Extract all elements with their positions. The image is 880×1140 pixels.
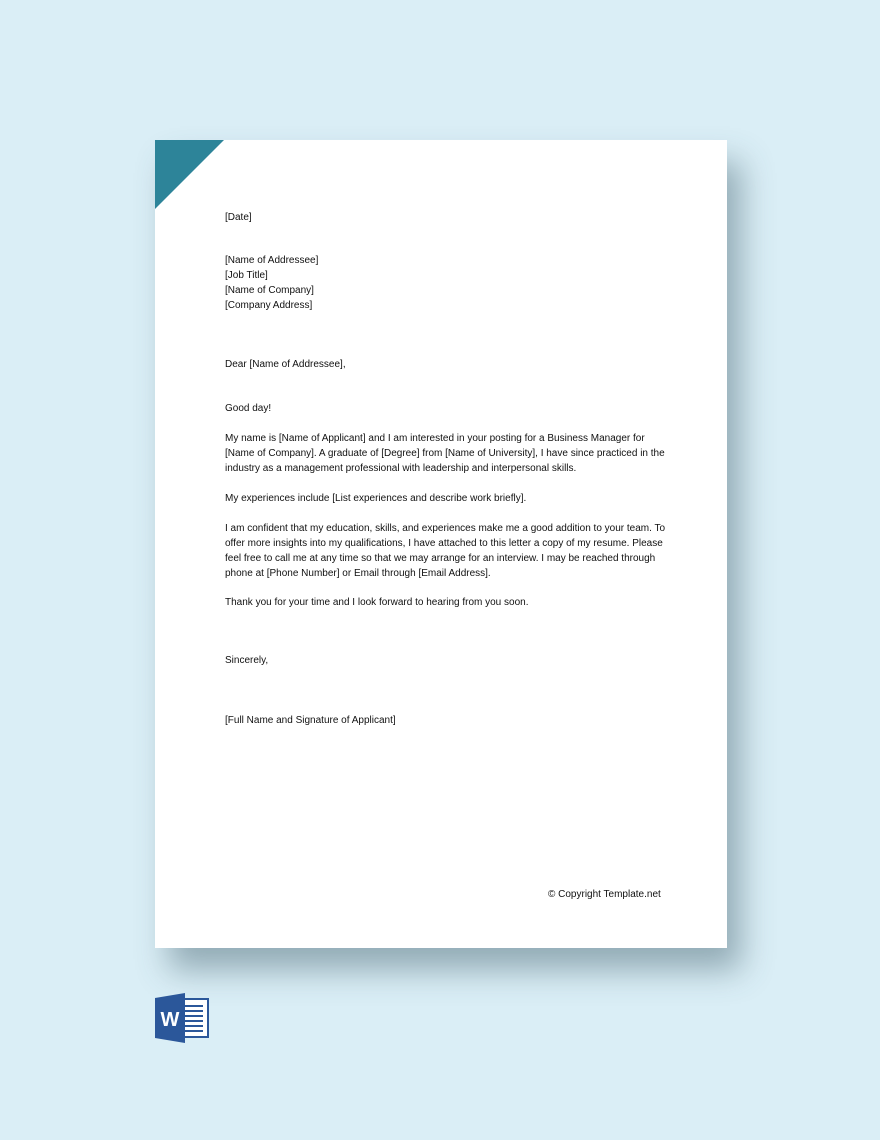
paragraph-3 [225,521,665,581]
greeting: Good day! [225,403,272,414]
word-letter: W [160,1009,180,1031]
text-line: phone at [Phone Number] or Email through [Email Address]. [225,568,491,579]
text-line: feel free to call me at any time so that we may arrange for an interview. I may be reached through [225,553,656,564]
text-line: My name is [Name of Applicant] and I am interested in your posting for a Business Manager for [225,433,645,444]
paragraph-1 [225,431,665,476]
copyright: © Copyright Template.net [548,889,661,900]
text-line: industry as a management professional with leadership and interpersonal skills. [225,463,577,474]
text-line: Thank you for your time and I look forward to hearing from you soon. [225,597,529,608]
paragraph-2 [225,491,526,506]
text-line: I am confident that my education, skills, and experiences make me a good addition to your team. To [225,523,666,534]
signature: [Full Name and Signature of Applicant] [225,715,396,726]
microsoft-word-icon [155,993,209,1043]
closing: Sincerely, [225,655,269,666]
addressee-block [225,253,318,313]
text-line: [Name of Company]. A graduate of [Degree] from [Name of University], I have since practiced in the [225,448,665,459]
addressee-line: [Job Title] [225,270,268,281]
addressee-line: [Name of Addressee] [225,255,319,266]
addressee-line: [Company Address] [225,300,313,311]
paragraph-4 [225,595,529,610]
text-line: My experiences include [List experiences and describe work briefly]. [225,493,527,504]
document-page [155,140,727,948]
salutation: Dear [Name of Addressee], [225,359,346,370]
corner-accent [155,140,224,209]
addressee-line: [Name of Company] [225,285,314,296]
text-line: offer more insights into my qualifications, I have attached to this letter a copy of my resume. Please [225,538,663,549]
date: [Date] [225,212,252,223]
